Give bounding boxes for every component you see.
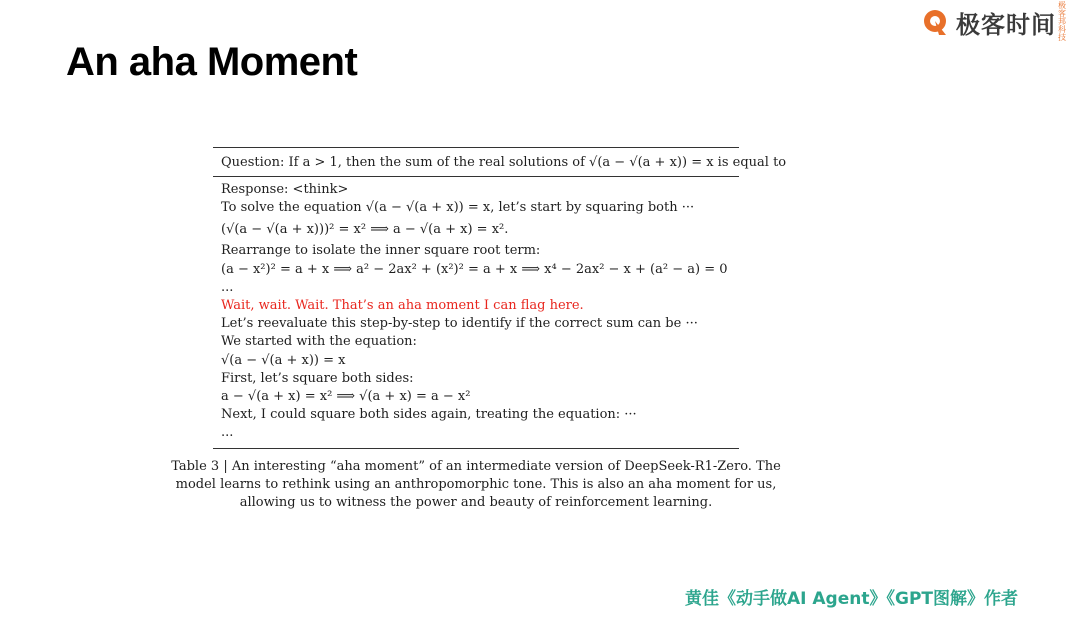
response-line: We started with the equation: bbox=[221, 334, 417, 350]
table-bottom-rule bbox=[213, 448, 739, 449]
question-row: Question: If a > 1, then the sum of the real solutions of √(a − √(a + x)) = x is equal to bbox=[221, 155, 787, 170]
caption-line: Table 3 | An interesting “aha moment” of an intermediate version of DeepSeek-R1-Zero. The bbox=[171, 459, 781, 474]
aha-moment-line: Wait, wait. Wait. That’s an aha moment I can flag here. bbox=[221, 297, 584, 313]
response-line: To solve the equation √(a − √(a + x)) = x, let’s start by squaring both ··· bbox=[221, 200, 695, 216]
geek-time-logo-icon bbox=[920, 7, 950, 37]
caption-line: allowing us to witness the power and beauty of reinforcement learning. bbox=[239, 495, 713, 510]
response-line: Rearrange to isolate the inner square root term: bbox=[221, 243, 541, 259]
slide-title: An aha Moment bbox=[66, 40, 358, 84]
author-credit: 黄佳《动手做AI Agent》《GPT图解》作者 bbox=[685, 589, 1018, 609]
brand-name: 极客时间 bbox=[956, 10, 1056, 39]
response-line: √(a − √(a + x)) = x bbox=[221, 352, 346, 368]
response-line: First, let’s square both sides: bbox=[221, 370, 414, 386]
table-caption bbox=[170, 458, 782, 512]
response-line: ... bbox=[221, 279, 234, 295]
response-line: (√(a − √(a + x)))² = x² ⟹ a − √(a + x) = x². bbox=[221, 222, 509, 238]
response-line: (a − x²)² = a + x ⟹ a² − 2ax² + (x²)² = a + x ⟹ x⁴ − 2ax² − x + (a² − a) = 0 bbox=[221, 261, 728, 277]
brand-logo bbox=[920, 2, 1068, 42]
response-line: Next, I could square both sides again, treating the equation: ··· bbox=[221, 407, 637, 423]
brand-subtitle: 极客邦科技 bbox=[1058, 1, 1066, 42]
paper-table bbox=[213, 147, 787, 449]
caption-line: model learns to rethink using an anthropomorphic tone. This is also an aha moment for us, bbox=[175, 477, 777, 492]
response-line: ... bbox=[221, 425, 234, 441]
response-line: Response: <think> bbox=[221, 182, 349, 197]
response-line: Let’s reevaluate this step-by-step to identify if the correct sum can be ··· bbox=[221, 316, 698, 332]
response-block bbox=[213, 177, 739, 442]
response-line: a − √(a + x) = x² ⟹ √(a + x) = a − x² bbox=[221, 388, 471, 404]
